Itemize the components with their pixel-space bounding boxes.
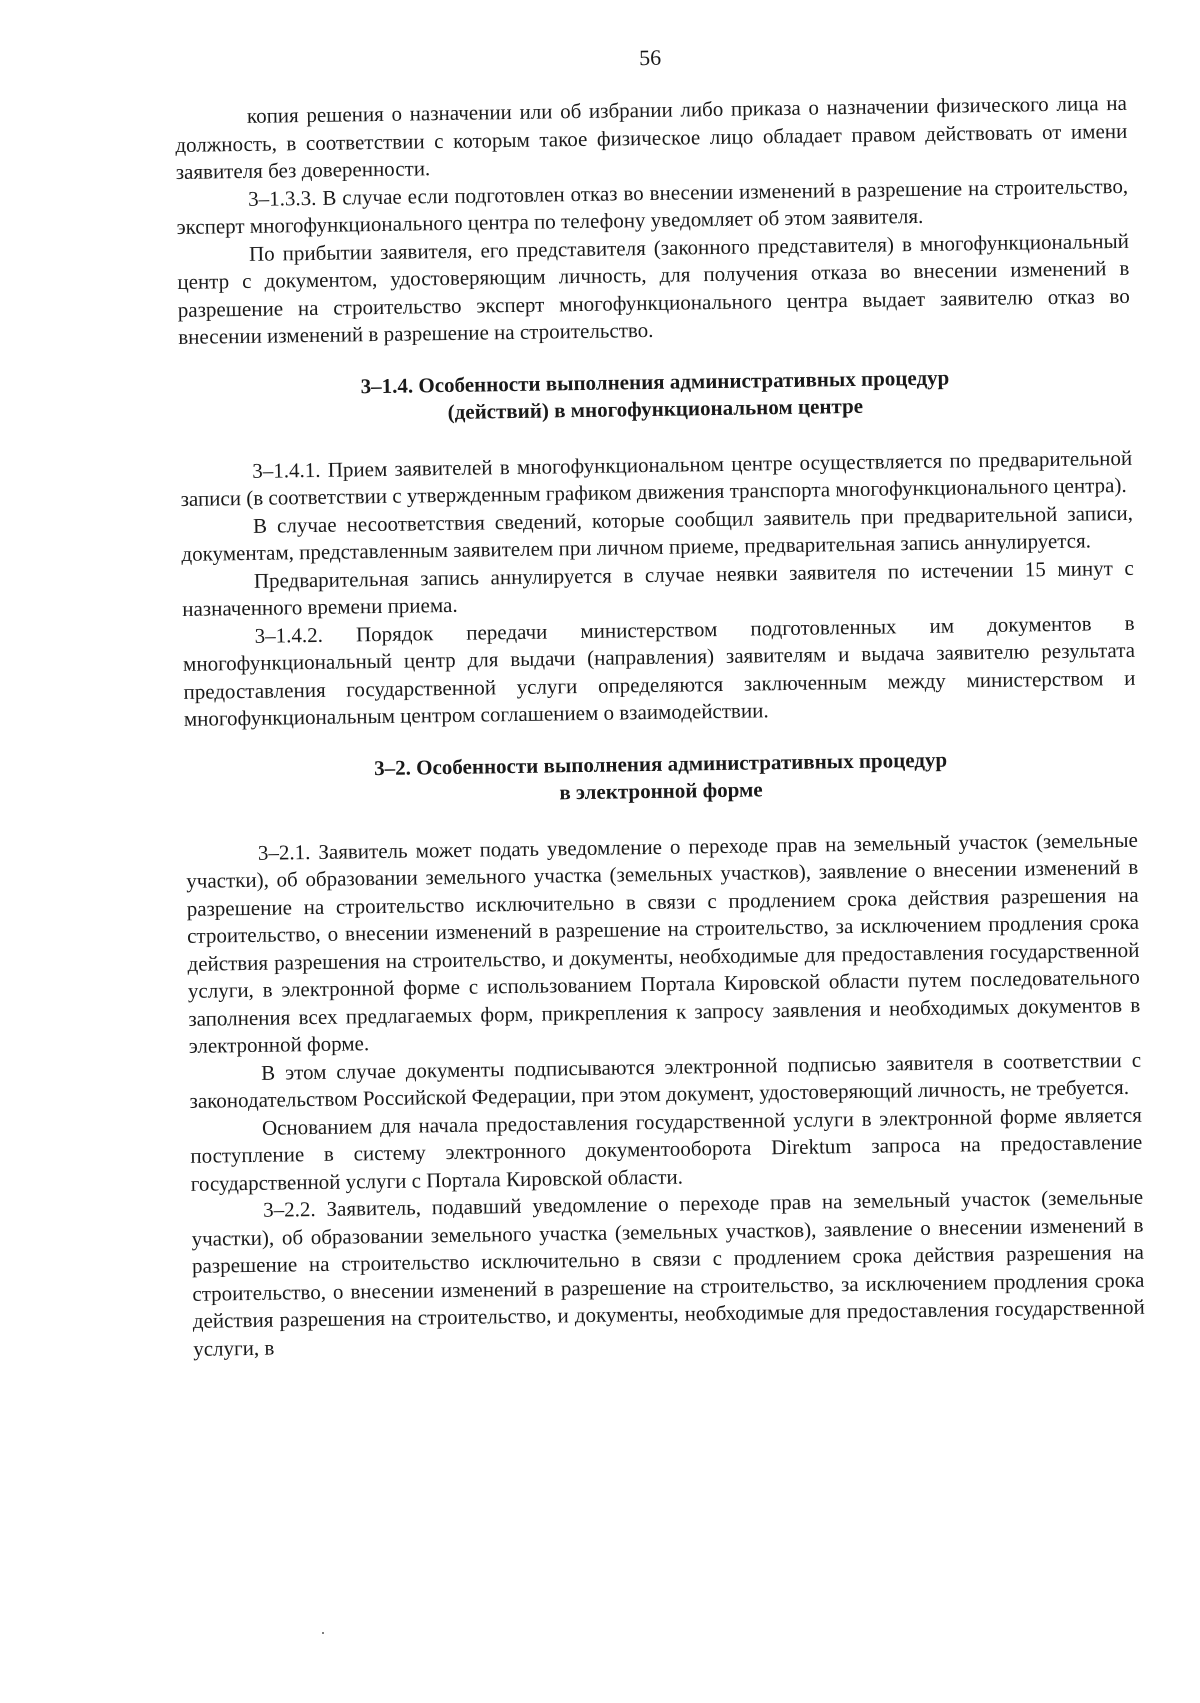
section-heading-line: 3–2. Особенности выполнения административных процедур bbox=[373, 747, 948, 780]
paragraph-3-2-2: 3–2.2. Заявитель, подавший уведомление о переходе прав на земельный участок (земельные участки), об образовании земельного участка (земельных участков), заявление о внесении изменений в разрешение на строительство исключительно в связи с продлением срока действия разрешения на строительство, о внесении изменений в разрешение на строительство, за исключением продления срока действия разрешения на строительство, и документы, необходимые для предоставления государственной услуги, в bbox=[191, 1184, 1145, 1361]
page-content bbox=[174, 38, 1145, 1363]
paragraph-3-2-1: 3–2.1. Заявитель может подать уведомление о переходе прав на земельный участок (земельные участки), об образовании земельного участка (земельных участков), заявление о внесении изменений в разрешение на строительство исключительно в связи с продлением срока действия разрешения на строительство, о внесении изменений в разрешение на строительство, за исключением продления срока действия разрешения на строительство, и документы, необходимые для предоставления государственной услуги, в электронной форме с использованием Портала Кировской области путем последовательного заполнения всех предлагаемых форм, прикрепления к запросу заявления и необходимых документов в электронной форме. bbox=[186, 827, 1141, 1058]
section-heading-line: 3–1.4. Особенности выполнения административных процедур bbox=[360, 365, 950, 398]
paragraph-3-1-4-1: 3–1.4.1. Прием заявителей в многофункциональном центре осуществляется по предварительной записи (в соответствии с утвержденным графиком движения транспорта многофункционального центра). bbox=[180, 445, 1133, 511]
page-number: 56 bbox=[638, 44, 662, 71]
paragraph-decision-copy: копия решения о назначении или об избрании либо приказа о назначении физического лица на должность, в соответствии с которым такое физическое лицо обладает правом действовать от имени заявителя без доверенности. bbox=[175, 90, 1128, 184]
section-heading-3-1-4 bbox=[179, 361, 1132, 430]
paragraph-electronic-signature: В этом случае документы подписываются электронной подписью заявителя в соответствии с законодательством Российской Федерации, при этом документ, удостоверяющий личность, не требуется. bbox=[189, 1047, 1142, 1113]
paragraph-3-1-3-3: 3–1.3.3. В случае если подготовлен отказ во внесении изменений в разрешение на строительство, эксперт многофункционального центра по телефону уведомляет об этом заявителя. bbox=[176, 173, 1129, 239]
paragraph-no-show: Предварительная запись аннулируется в случае неявки заявителя по истечении 15 минут с назначенного времени приема. bbox=[182, 555, 1134, 621]
paragraph-3-1-4-2: 3–1.4.2. Порядок передачи министерством подготовленных им документов в многофункциональный центр для выдачи (направления) заявителям и выдача заявителю результата предоставления государственной услуги определяются заключенным между министерством и многофункциональным центром соглашением о взаимодействии. bbox=[182, 610, 1136, 731]
section-heading-3-2 bbox=[184, 743, 1137, 812]
scan-speck bbox=[322, 1632, 324, 1634]
section-heading-line: (действий) в многофункциональном центре bbox=[447, 393, 864, 424]
paragraph-direktum-basis: Основанием для начала предоставления государственной услуги в электронной форме является поступление в систему электронного документооборота Direktum запроса на предоставление государственной услуги с Портала Кировской области. bbox=[190, 1102, 1143, 1196]
paragraph-mismatch: В случае несоответствия сведений, которые сообщил заявитель при предварительной записи, документам, представленным заявителем при личном приеме, предварительная запись аннулируется. bbox=[181, 500, 1134, 566]
section-heading-line: в электронной форме bbox=[559, 777, 763, 805]
paragraph-refusal-issue: По прибытии заявителя, его представителя (законного представителя) в многофункциональный центр с документом, удостоверяющим личность, для получения отказа во внесении изменений в разрешение на строительство эксперт многофункционального центра выдает заявителю отказ во внесении изменений в разрешение на строительство. bbox=[177, 228, 1130, 349]
